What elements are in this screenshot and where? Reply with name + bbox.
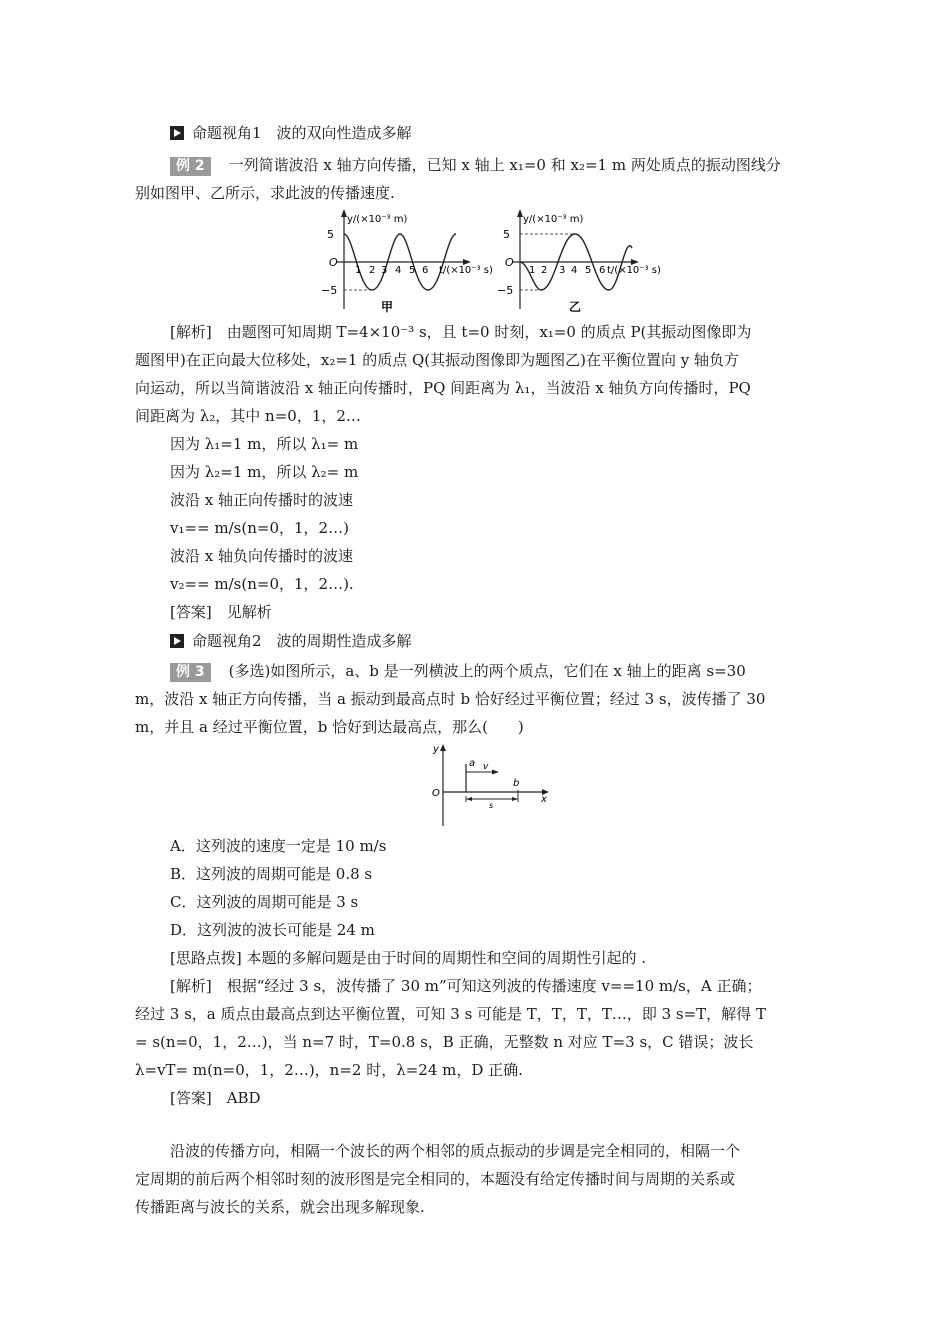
solution-line: 题图甲)在正向最大位移处，x₂=1 的质点 Q(其振动图像即为题图乙)在平衡位置向 y 轴负方 bbox=[135, 351, 739, 369]
solution-line: 波沿 x 轴负向传播时的波速 bbox=[170, 547, 353, 565]
point-a-label: a bbox=[469, 758, 476, 769]
example-text: (多选)如图所示，a、b 是一列横波上的两个质点，它们在 x 轴上的距离 s=30 bbox=[228, 662, 746, 680]
figure-caption: 乙 bbox=[569, 300, 582, 314]
example-badge: 例 3 bbox=[170, 663, 211, 682]
figure-jia bbox=[321, 209, 493, 314]
example-badge: 例 2 bbox=[170, 157, 211, 176]
tick-label: 3 bbox=[381, 265, 388, 276]
summary-line: 传播距离与波长的关系，就会出现多解现象. bbox=[135, 1198, 425, 1216]
x-axis-label: t/(×10⁻³ s) bbox=[439, 265, 493, 276]
solution-line: 因为 λ₁=1 m，所以 λ₁= m bbox=[170, 435, 359, 453]
summary-line: 沿波的传播方向，相隔一个波长的两个相邻的质点振动的步调是完全相同的，相隔一个 bbox=[170, 1142, 741, 1160]
answer-line: [答案] ABD bbox=[170, 1089, 261, 1107]
tick-label: −5 bbox=[497, 284, 514, 297]
example-2-line-2: 别如图甲、乙所示，求此波的传播速度. bbox=[135, 184, 395, 202]
solution-line: λ=vT= m(n=0，1，2…)，n=2 时，λ=24 m，D 正确. bbox=[135, 1061, 523, 1079]
option-d: D．这列波的波长可能是 24 m bbox=[170, 921, 375, 939]
distance-label: s bbox=[489, 801, 494, 810]
tick-label: 1 bbox=[355, 265, 362, 276]
wave-position-diagram bbox=[425, 740, 555, 830]
origin-label: O bbox=[329, 256, 338, 269]
answer-line: [答案] 见解析 bbox=[170, 603, 272, 621]
section-heading-2 bbox=[170, 631, 412, 651]
x-axis-label: t/(×10⁻³ s) bbox=[607, 265, 661, 276]
tick-label: 5 bbox=[503, 228, 510, 241]
example-3-line-2: m，波沿 x 轴正方向传播，当 a 振动到最高点时 b 恰好经过平衡位置；经过 3 s，波传播了 30 bbox=[135, 690, 766, 708]
solution-line: 因为 λ₂=1 m，所以 λ₂= m bbox=[170, 463, 359, 481]
solution-line: [解析] 由题图可知周期 T=4×10⁻³ s，且 t=0 时刻，x₁=0 的质点 P(其振动图像即为 bbox=[170, 323, 752, 341]
example-3-line-3: m，并且 a 经过平衡位置，b 恰好到达最高点，那么( ) bbox=[135, 718, 524, 736]
vibration-graphs bbox=[315, 207, 675, 317]
tick-label: 3 bbox=[559, 265, 566, 276]
point-b-label: b bbox=[513, 778, 520, 789]
section-title: 命题视角1 波的双向性造成多解 bbox=[192, 124, 412, 142]
solution-line: = s(n=0，1，2…)，当 n=7 时，T=0.8 s，B 正确，无整数 n 对应 T=3 s，C 错误；波长 bbox=[135, 1033, 754, 1051]
solution-line: 间距离为 λ₂，其中 n=0，1，2… bbox=[135, 407, 361, 425]
option-a: A．这列波的速度一定是 10 m/s bbox=[170, 837, 387, 855]
x-axis-label: x bbox=[541, 794, 547, 805]
tick-label: 5 bbox=[585, 265, 592, 276]
origin-label: O bbox=[505, 256, 514, 269]
play-triangle-icon bbox=[170, 126, 184, 140]
tick-label: 5 bbox=[409, 265, 416, 276]
tick-label: 2 bbox=[541, 265, 548, 276]
option-c: C．这列波的周期可能是 3 s bbox=[170, 893, 359, 911]
figure-caption: 甲 bbox=[381, 300, 394, 314]
option-b: B．这列波的周期可能是 0.8 s bbox=[170, 865, 373, 883]
y-axis-label: y bbox=[433, 744, 439, 755]
tick-label: 1 bbox=[529, 265, 536, 276]
tick-label: 2 bbox=[369, 265, 376, 276]
tick-label: 4 bbox=[395, 265, 402, 276]
example-2-line-1 bbox=[170, 155, 781, 176]
tick-label: −5 bbox=[321, 284, 338, 297]
y-axis-label: y/(×10⁻³ m) bbox=[523, 214, 584, 225]
velocity-label: v bbox=[483, 762, 489, 772]
figure-yi bbox=[497, 209, 661, 314]
solution-line: v₁== m/s(n=0，1，2…) bbox=[170, 519, 349, 537]
origin-label: O bbox=[432, 788, 440, 799]
example-text: 一列简谐波沿 x 轴方向传播，已知 x 轴上 x₁=0 和 x₂=1 m 两处质点的振动图线分 bbox=[228, 156, 781, 174]
tick-label: 6 bbox=[599, 265, 606, 276]
solution-line: 波沿 x 轴正向传播时的波速 bbox=[170, 491, 353, 509]
hint-line: [思路点拨] 本题的多解问题是由于时间的周期性和空间的周期性引起的 . bbox=[170, 949, 647, 967]
solution-line: 向运动，所以当简谐波沿 x 轴正向传播时，PQ 间距离为 λ₁，当波沿 x 轴负方向传播时，PQ bbox=[135, 379, 751, 397]
solution-line: 经过 3 s，a 质点由最高点到达平衡位置，可知 3 s 可能是 T，T，T，T…，即 3 s=T，解得 T bbox=[135, 1005, 766, 1023]
tick-label: 4 bbox=[571, 265, 578, 276]
solution-line: v₂== m/s(n=0，1，2…). bbox=[170, 575, 354, 593]
y-axis-label: y/(×10⁻³ m) bbox=[347, 214, 408, 225]
solution-line: [解析] 根据“经过 3 s，波传播了 30 m”可知这列波的传播速度 v==10 m/s，A 正确； bbox=[170, 977, 762, 995]
example-3-line-1 bbox=[170, 661, 746, 682]
play-triangle-icon bbox=[170, 634, 184, 648]
section-heading-1 bbox=[170, 123, 412, 143]
tick-label: 6 bbox=[422, 265, 429, 276]
summary-line: 定周期的前后两个相邻时刻的波形图是完全相同的，本题没有给定传播时间与周期的关系或 bbox=[135, 1170, 736, 1188]
section-title: 命题视角2 波的周期性造成多解 bbox=[192, 632, 412, 650]
tick-label: 5 bbox=[327, 228, 334, 241]
